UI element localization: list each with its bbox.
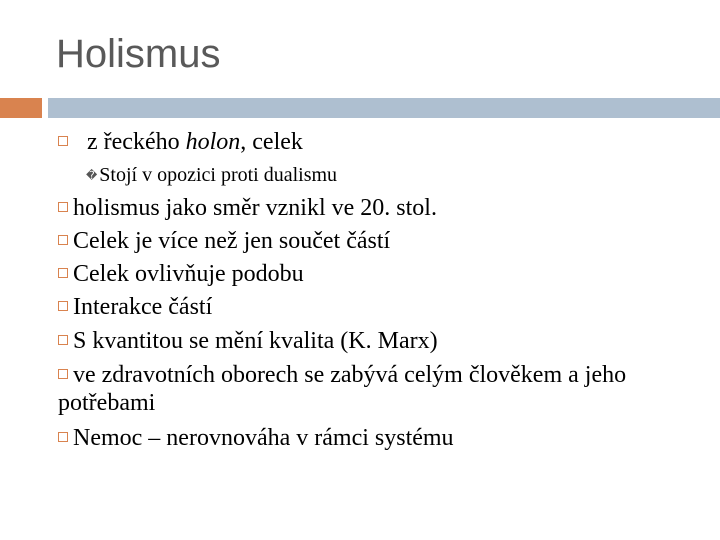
point-text-prefix: z řeckého [87, 129, 186, 155]
point-text: holismus jako směr vznikl ve 20. stol. [73, 195, 437, 221]
sub-point-text: Stojí v opozici proti dualismu [99, 164, 338, 186]
point-text: Nemoc – nerovnováha v rámci systému [73, 425, 454, 451]
bullet-point [58, 424, 454, 452]
bullet-point [58, 327, 438, 355]
square-bullet-icon [58, 432, 68, 442]
bullet-point [58, 361, 698, 417]
point-text: Interakce částí [73, 294, 213, 320]
square-bullet-icon [58, 136, 68, 146]
slide-title: Holismus [56, 32, 221, 76]
square-bullet-icon [58, 369, 68, 379]
point-text-suffix: , celek [240, 129, 303, 155]
sub-bullet-point [86, 163, 337, 188]
square-bullet-icon [58, 301, 68, 311]
square-bullet-icon [58, 202, 68, 212]
point-text: Celek ovlivňuje podobu [73, 261, 304, 287]
missing-glyph-icon: � [86, 169, 98, 183]
point-text-italic: holon [185, 129, 241, 155]
bullet-point [58, 260, 304, 288]
bullet-point [58, 293, 212, 321]
bullet-point [58, 227, 390, 255]
square-bullet-icon [58, 268, 68, 278]
bullet-point [58, 194, 437, 222]
bullet-point [58, 128, 303, 156]
point-text: S kvantitou se mění kvalita (K. Marx) [73, 328, 438, 354]
point-text: Celek je více než jen součet částí [73, 228, 391, 254]
point-text: ve zdravotních oborech se zabývá celým člověkem a jeho potřebami [58, 362, 627, 416]
square-bullet-icon [58, 335, 68, 345]
square-bullet-icon [58, 235, 68, 245]
